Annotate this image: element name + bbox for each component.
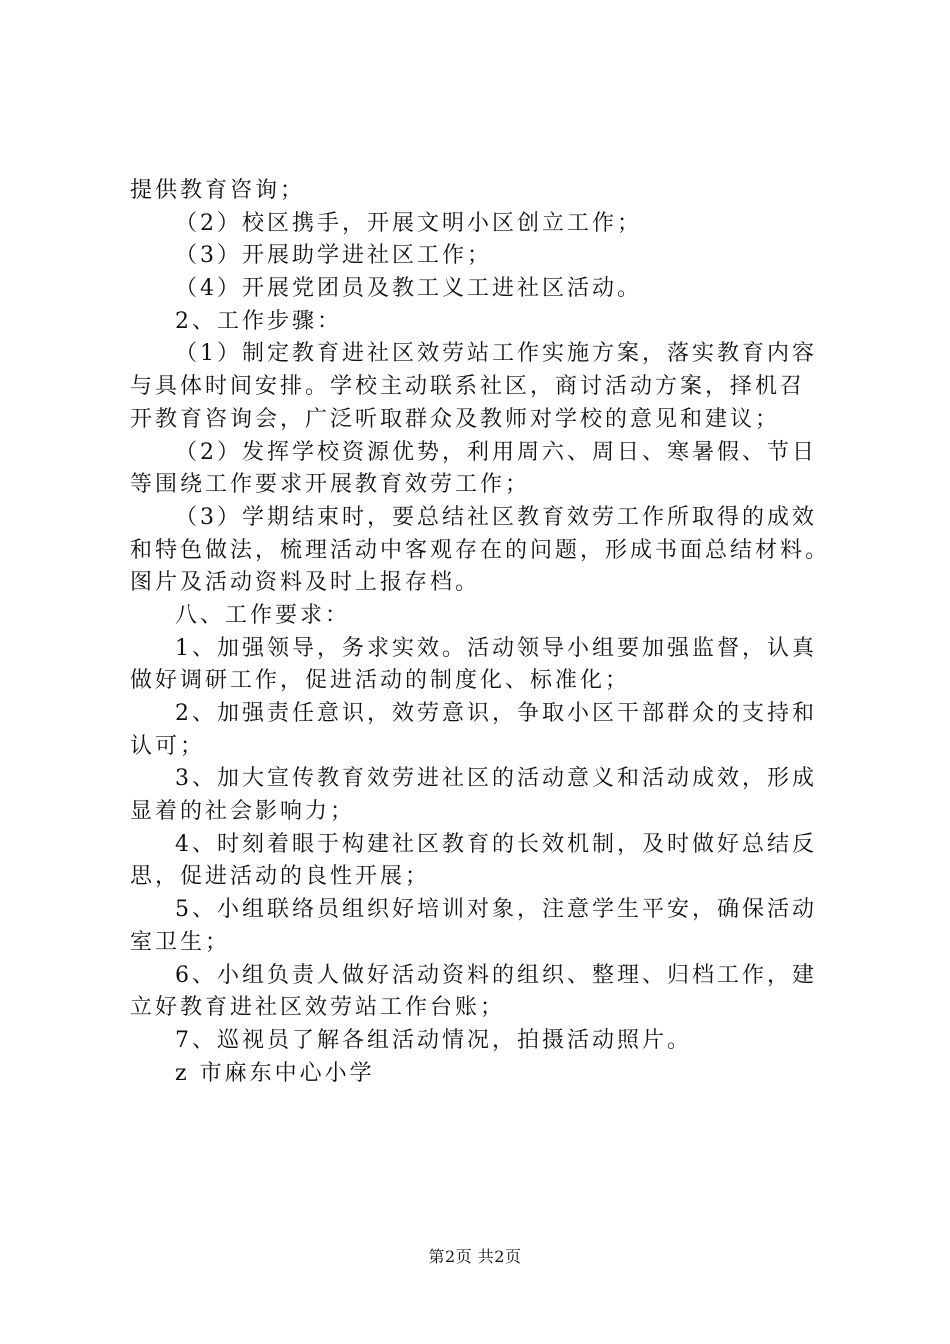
text-line: 4、时刻着眼于构建社区教育的长效机制，及时做好总结反	[175, 831, 817, 857]
text-line: 3、加大宣传教育效劳进社区的活动意义和活动成效，形成	[175, 766, 817, 792]
text-line: 立好教育进社区效劳站工作台账；	[130, 995, 506, 1021]
section-heading: 八、工作要求：	[175, 602, 351, 628]
text-line: （2）校区携手，开展文明小区创立工作；	[175, 210, 642, 236]
text-line: 认可；	[130, 733, 206, 759]
text-line: 和特色做法，梳理活动中客观存在的问题，形成书面总结材料。	[130, 537, 831, 563]
text-line: （4）开展党团员及教工义工进社区活动。	[175, 276, 642, 302]
text-line: 做好调研工作，促进活动的制度化、标准化；	[130, 668, 631, 694]
text-line: （2）发挥学校资源优势，利用周六、周日、寒暑假、节日	[175, 439, 817, 465]
text-line: 思，促进活动的良性开展；	[130, 864, 431, 890]
text-line: 等围绕工作要求开展教育效劳工作；	[130, 472, 531, 498]
text-line: 图片及活动资料及时上报存档。	[130, 570, 481, 596]
text-line: 开教育咨询会，广泛听取群众及教师对学校的意见和建议；	[130, 406, 781, 432]
text-line: 6、小组负责人做好活动资料的组织、整理、归档工作，建	[175, 962, 817, 988]
page-footer: 第2页 共2页	[428, 1247, 522, 1266]
document-body	[130, 175, 840, 1090]
text-line: 7、巡视员了解各组活动情况，拍摄活动照片。	[175, 1027, 692, 1053]
text-line: 显着的社会影响力；	[130, 799, 356, 825]
text-line: 2、工作步骤：	[175, 308, 342, 334]
signature-line: z 市麻东中心小学	[175, 1060, 375, 1086]
text-line: 室卫生；	[130, 929, 231, 955]
text-line: （3）开展助学进社区工作；	[175, 243, 492, 269]
text-line: （1）制定教育进社区效劳站工作实施方案，落实教育内容	[175, 341, 817, 367]
text-line: 提供教育咨询；	[130, 178, 306, 203]
text-line: 1、加强领导，务求实效。活动领导小组要加强监督，认真	[175, 635, 817, 661]
text-line: 5、小组联络员组织好培训对象，注意学生平安，确保活动	[175, 897, 817, 923]
text-line: 2、加强责任意识，效劳意识，争取小区干部群众的支持和	[175, 701, 817, 726]
text-line: （3）学期结束时，要总结社区教育效劳工作所取得的成效	[175, 504, 817, 530]
text-line: 与具体时间安排。学校主动联系社区，商讨活动方案，择机召	[130, 374, 806, 400]
